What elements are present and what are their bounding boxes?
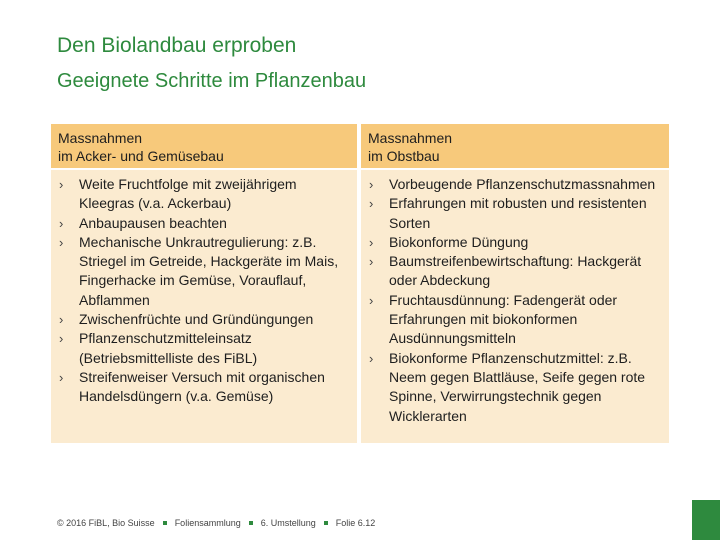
bullet-icon: › <box>369 234 374 250</box>
footer-copyright: © 2016 FiBL, Bio Suisse <box>57 518 155 528</box>
list-item <box>56 329 353 368</box>
bullet-icon: › <box>59 331 64 347</box>
footer-slide-number: Folie 6.12 <box>335 518 376 528</box>
list-item-text: Anbaupausen beachten <box>79 214 227 231</box>
list-item-text: Mechanische Unkrautregulierung: z.B. Striegel im Getreide, Hackgeräte im Mais, Fingerhacke im Gemüse, Vorauflauf, Abflammen <box>79 233 339 308</box>
list-item <box>366 233 665 252</box>
bullet-icon: › <box>59 312 64 328</box>
slide-subtitle: Geeignete Schritte im Pflanzenbau <box>57 70 367 92</box>
list-item <box>56 214 353 233</box>
bullet-icon: › <box>59 234 64 250</box>
bullet-icon: › <box>59 177 64 192</box>
list-item-text: Baumstreifenbewirtschaftung: Hackgerät oder Abdeckung <box>389 253 642 289</box>
column-header-line: im Acker- und Gemüsebau <box>58 148 224 164</box>
list-item-text: Weite Fruchtfolge mit zweijährigem Kleegras (v.a. Ackerbau) <box>79 176 297 212</box>
list-item-text: Erfahrungen mit robusten und resistenten Sorten <box>389 195 647 231</box>
list-item <box>56 310 353 329</box>
list-item <box>56 175 353 214</box>
bullet-icon: › <box>369 350 374 366</box>
column-header-line: im Obstbau <box>368 148 440 164</box>
measures-list <box>366 175 665 426</box>
logo-corner-icon <box>692 500 720 540</box>
list-item <box>56 233 353 310</box>
column-header-line: Massnahmen <box>368 130 453 146</box>
list-item <box>366 291 665 349</box>
separator-square-icon <box>324 521 328 525</box>
bullet-icon: › <box>59 215 64 231</box>
list-item-text: Vorbeugende Pflanzenschutzmassnahmen <box>389 176 656 192</box>
list-item-text: Biokonforme Pflanzenschutzmittel: z.B. Neem gegen Blattläuse, Seife gegen rote Spinne, Verwirrungstechnik gegen Wicklerarten <box>389 349 646 424</box>
list-item-text: Fruchtausdünnung: Fadengerät oder Erfahrungen mit biokonformen Ausdünnungsmitteln <box>389 291 618 347</box>
column-header-acker-gemuese <box>51 124 357 168</box>
list-item <box>366 349 665 426</box>
separator-square-icon <box>163 521 167 525</box>
column-header-obstbau <box>361 124 669 168</box>
bullet-icon: › <box>369 196 374 212</box>
list-item <box>56 368 353 407</box>
slide-footer <box>57 518 375 528</box>
footer-section: 6. Umstellung <box>260 518 316 528</box>
list-item <box>366 194 665 233</box>
bullet-icon: › <box>59 369 64 385</box>
bullet-icon: › <box>369 254 374 270</box>
list-item-text: Pflanzenschutzmitteleinsatz (Betriebsmittelliste des FiBL) <box>79 330 258 366</box>
list-item-text: Streifenweiser Versuch mit organischen Handelsdüngern (v.a. Gemüse) <box>79 368 325 405</box>
list-item <box>366 175 665 194</box>
list-item-text: Biokonforme Düngung <box>389 233 529 250</box>
slide-title: Den Biolandbau erproben <box>57 34 297 57</box>
column-header-line: Massnahmen <box>58 130 143 146</box>
footer-collection: Foliensammlung <box>174 518 241 528</box>
bullet-icon: › <box>369 292 374 308</box>
list-item-text: Zwischenfrüchte und Gründüngungen <box>79 311 314 328</box>
list-item <box>366 252 665 291</box>
column-body-acker-gemuese <box>51 170 357 443</box>
column-body-obstbau <box>361 170 669 443</box>
bullet-icon: › <box>369 177 374 192</box>
separator-square-icon <box>249 521 253 525</box>
measures-list <box>56 175 353 407</box>
